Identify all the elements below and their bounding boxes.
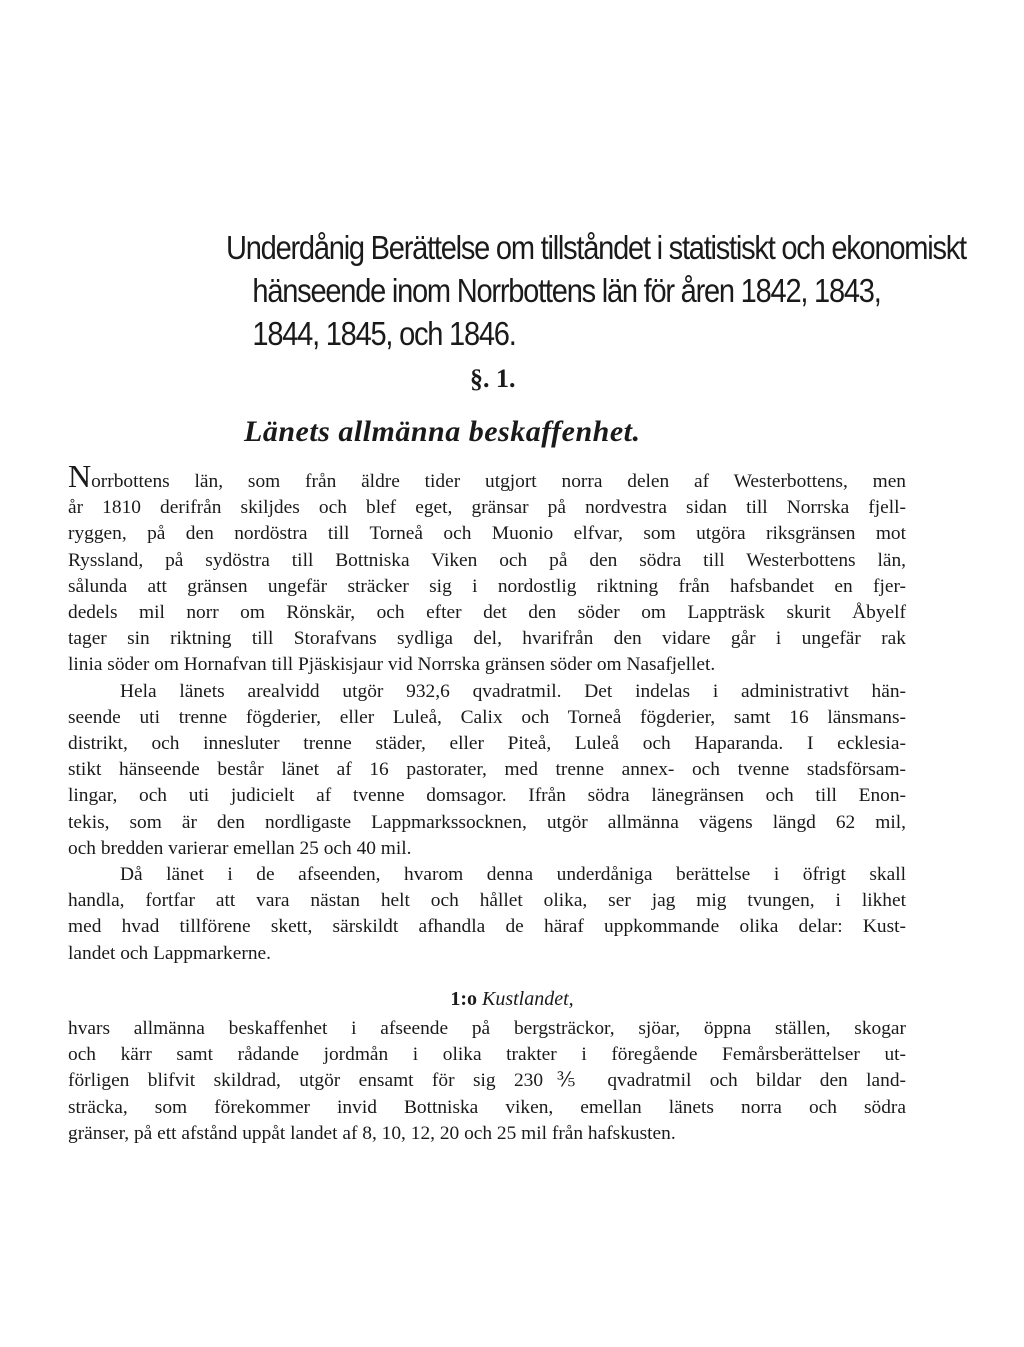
text-line: tager sin riktning till Storafvans sydliga del, hvarifrån den vidare går i ungefär rak <box>68 628 906 650</box>
text-line: förligen blifvit skildrad, utgör ensamt för sig 230⅗ qvadratmil och bildar den land- <box>68 1070 906 1092</box>
paragraph <box>68 862 906 967</box>
text-line: distrikt, och innesluter trenne städer, eller Piteå, Luleå och Haparanda. I ecklesia- <box>68 733 906 755</box>
paragraph <box>68 466 906 679</box>
title-line: hänseende inom Norrbottens län för åren 1842, 1843, <box>252 272 881 309</box>
text-line: dedels mil norr om Rönskär, och efter det den söder om Lappträsk skurit Åbyelf <box>68 602 906 624</box>
section-number: §. 1. <box>470 364 516 393</box>
text-line: Då länet i de afseenden, hvarom denna underdåniga berättelse i öfrigt skall <box>120 864 906 886</box>
text-line: tekis, som är den nordligaste Lappmarkssocknen, utgör allmänna vägens längd 62 mil, <box>68 811 906 833</box>
section-heading: Länets allmänna beskaffenhet. <box>244 415 641 448</box>
text-line: och bredden varierar emellan 25 och 40 mil. <box>68 837 412 859</box>
text-line: linia söder om Hornafvan till Pjäskisjaur vid Norrska gränsen söder om Nasafjellet. <box>68 654 716 676</box>
text-line: sträcka, som förekommer invid Bottniska viken, emellan länets norra och södra <box>68 1096 906 1118</box>
text-line <box>68 466 906 495</box>
drop-cap: N <box>68 466 92 494</box>
title-line: Underdånig Berättelse om tillståndet i statistiskt och ekonomiskt <box>226 229 966 266</box>
text-line-content: orrbottens län, som från äldre tider utgjort norra delen af Westerbottens, men <box>91 471 906 492</box>
text-line: ryggen, på den nordöstra till Torneå och Muonio elfvar, som utgöra riksgränsen mot <box>68 523 906 545</box>
text-line: år 1810 derifrån skiljdes och blef eget, gränsar på nordvestra sidan till Norrska fjell- <box>68 497 906 519</box>
title-line: 1844, 1845, och 1846. <box>252 315 516 352</box>
body-text <box>68 466 906 967</box>
text-line: gränser, på ett afstånd uppåt landet af 8, 10, 12, 20 och 25 mil från hafskusten. <box>68 1122 676 1144</box>
subsection-number: 1:o <box>450 988 477 1010</box>
paragraph <box>68 679 906 862</box>
subsection-heading <box>0 986 1024 1012</box>
subsection-body <box>68 1016 906 1147</box>
text-line: stikt hänseende består länet af 16 pastorater, med trenne annex- och tvenne stadsförsam- <box>68 759 906 781</box>
text-line: med hvad tillförene skett, särskildt afhandla de häraf uppkommande olika delar: Kust- <box>68 916 906 938</box>
text-line: handla, fortfar att vara nästan helt och hållet olika, ser jag mig tvungen, i likhet <box>68 890 906 912</box>
text-line: lingar, och uti judicielt af tvenne domsagor. Ifrån södra länegränsen och till Enon- <box>68 785 906 807</box>
subsection-title: Kustlandet, <box>482 988 574 1010</box>
document-title <box>226 226 966 355</box>
text-line: Hela länets arealvidd utgör 932,6 qvadratmil. Det indelas i administrativt hän- <box>120 680 906 702</box>
text-line: landet och Lappmarkerne. <box>68 942 271 964</box>
text-line: sålunda att gränsen ungefär sträcker sig i nordostlig riktning från hafsbandet en fjer- <box>68 575 906 597</box>
text-line: seende uti trenne fögderier, eller Luleå, Calix och Torneå fögderier, samt 16 länsmans- <box>68 706 906 728</box>
text-line: och kärr samt rådande jordmån i olika trakter i föregående Femårsberättelser ut- <box>68 1044 906 1066</box>
text-line: Ryssland, på sydöstra till Bottniska Viken och på den södra till Westerbottens län, <box>68 549 906 571</box>
text-line: hvars allmänna beskaffenhet i afseende på bergsträckor, sjöar, öppna ställen, skogar <box>68 1018 906 1039</box>
